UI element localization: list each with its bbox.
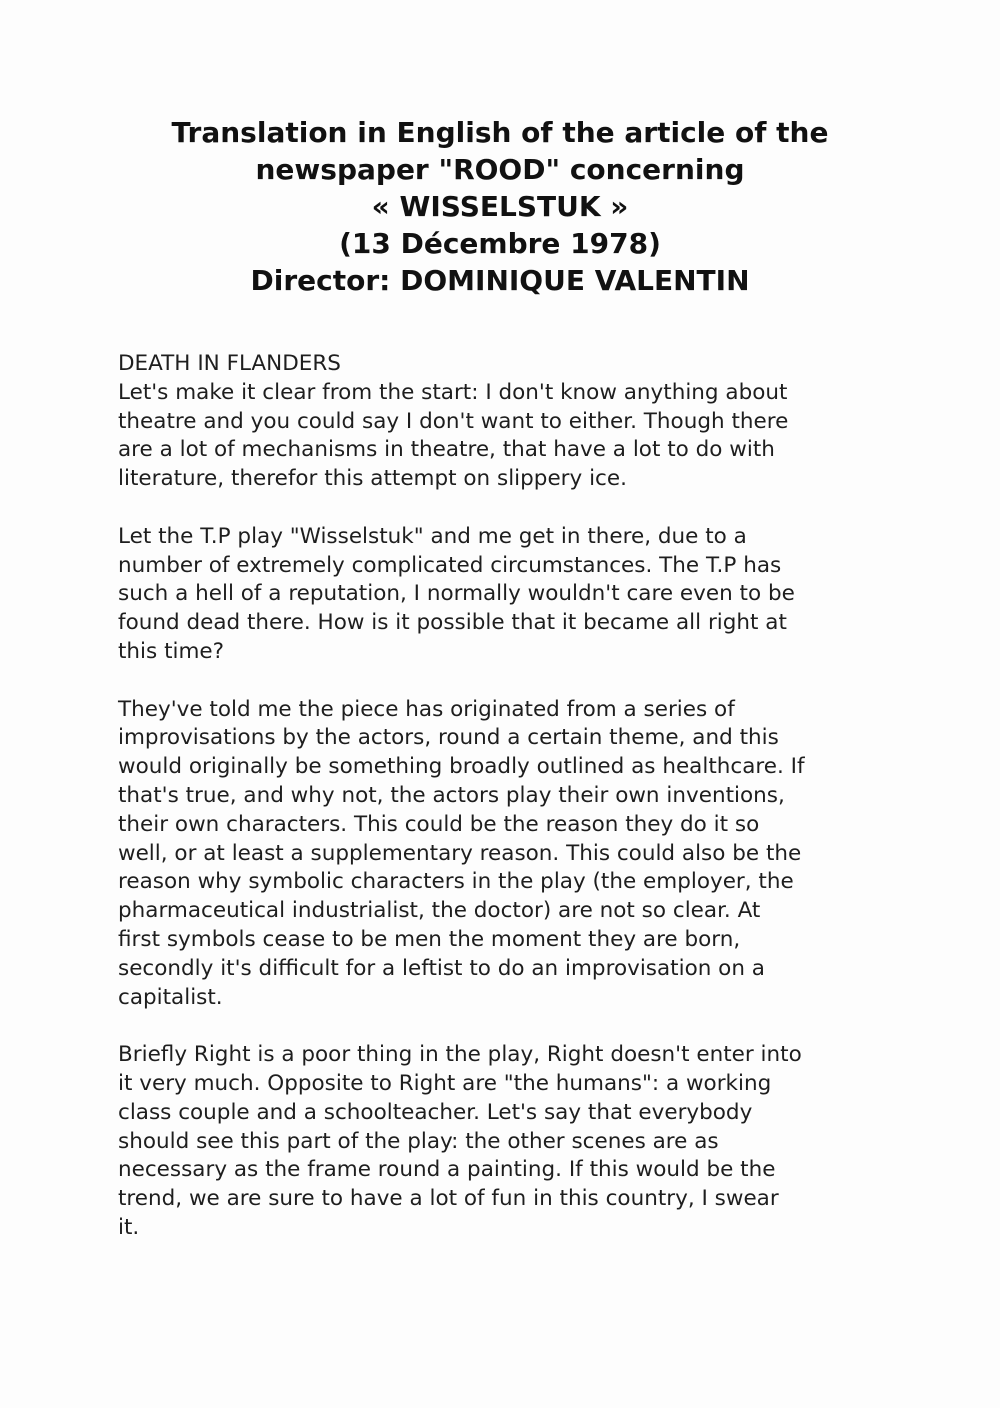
text-line: trend, we are sure to have a lot of fun in this country, I swear: [118, 1186, 779, 1212]
text-line: are a lot of mechanisms in theatre, that have a lot to do with: [118, 437, 775, 463]
title-line: (13 Décembre 1978): [339, 227, 661, 260]
text-line: Let the T.P play "Wisselstuk" and me get in there, due to a: [118, 523, 747, 549]
text-line: it.: [118, 1214, 140, 1240]
text-line: reason why symbolic characters in the play (the employer, the: [118, 869, 794, 895]
text-line: improvisations by the actors, round a certain theme, and this: [118, 725, 779, 751]
text-line: their own characters. This could be the reason they do it so: [118, 811, 760, 837]
text-line: well, or at least a supplementary reason. This could also be the: [118, 840, 802, 866]
text-line: would originally be something broadly outlined as healthcare. If: [118, 754, 805, 780]
text-line: pharmaceutical industrialist, the doctor) are not so clear. At: [118, 898, 761, 924]
text-line: theatre and you could say I don't want to either. Though there: [118, 408, 789, 434]
text-line: literature, therefor this attempt on slippery ice.: [118, 466, 627, 492]
title-line: Translation in English of the article of the: [171, 116, 829, 149]
text-line: class couple and a schoolteacher. Let's say that everybody: [118, 1099, 753, 1125]
paragraph-3: [118, 696, 878, 1013]
paragraph-1: [118, 379, 878, 494]
text-line: capitalist.: [118, 984, 223, 1010]
text-line: it very much. Opposite to Right are "the humans": a working: [118, 1070, 772, 1096]
paragraph-2: [118, 523, 878, 667]
text-line: They've told me the piece has originated from a series of: [118, 696, 735, 722]
title-line: newspaper "ROOD" concerning: [255, 153, 745, 186]
text-line: secondly it's difficult for a leftist to do an improvisation on a: [118, 955, 765, 981]
article-heading: DEATH IN FLANDERS: [118, 351, 341, 376]
paragraph-spacer: [118, 494, 878, 523]
text-line: number of extremely complicated circumstances. The T.P has: [118, 552, 782, 578]
title-line: « WISSELSTUK »: [371, 190, 629, 223]
text-line: that's true, and why not, the actors play their own inventions,: [118, 782, 785, 808]
text-line: should see this part of the play: the other scenes are as: [118, 1128, 719, 1154]
text-line: found dead there. How is it possible that it became all right at: [118, 610, 787, 636]
paragraph-spacer: [118, 1012, 878, 1041]
text-line: this time?: [118, 638, 225, 664]
text-line: Let's make it clear from the start: I don't know anything about: [118, 379, 788, 405]
text-line: Briefly Right is a poor thing in the play, Right doesn't enter into: [118, 1042, 802, 1068]
article-body: [118, 350, 878, 1243]
document-title: [100, 114, 900, 299]
title-line: Director: DOMINIQUE VALENTIN: [250, 264, 750, 297]
paragraph-spacer: [118, 667, 878, 696]
text-line: necessary as the frame round a painting. If this would be the: [118, 1157, 776, 1183]
text-line: first symbols cease to be men the moment they are born,: [118, 926, 741, 952]
text-line: such a hell of a reputation, I normally wouldn't care even to be: [118, 581, 795, 607]
paragraph-4: [118, 1041, 878, 1243]
